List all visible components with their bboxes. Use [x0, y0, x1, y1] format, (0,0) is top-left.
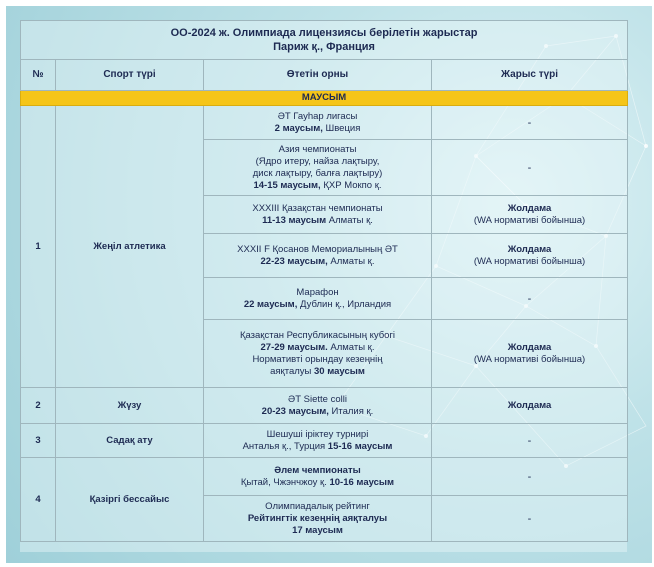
event-detail: Рейтингтік кезеңнің аяқталуы	[247, 512, 388, 524]
event-date: 2 маусым,	[274, 122, 323, 134]
competition-table	[20, 20, 628, 542]
table-row	[21, 106, 628, 140]
event-name: Әлем чемпионаты	[274, 464, 361, 476]
event-name: Азия чемпионаты	[278, 143, 357, 155]
venue-cell	[204, 196, 432, 234]
row-number: 4	[21, 458, 56, 542]
type-cell: -	[432, 140, 628, 196]
event-date: 14-15 маусым,	[253, 179, 321, 191]
type-cell	[432, 320, 628, 388]
event-date: 10-16 маусым	[329, 476, 395, 488]
event-place: Алматы қ.	[327, 341, 375, 353]
venue-cell	[204, 320, 432, 388]
row-number: 3	[21, 424, 56, 458]
venue-cell	[204, 278, 432, 320]
event-date: 22 маусым,	[243, 298, 298, 310]
event-place: ҚХР Мокпо қ.	[320, 179, 382, 191]
event-place: Қытай, Чжэнчжоу қ.	[240, 476, 330, 488]
event-type: Жолдама	[507, 341, 552, 353]
header-venue: Өтетін орны	[204, 60, 432, 91]
sport-name: Жүзу	[56, 388, 204, 424]
event-place: Швеция	[322, 122, 361, 134]
venue-cell	[204, 388, 432, 424]
event-date: 15-16 маусым	[327, 440, 393, 452]
venue-cell	[204, 106, 432, 140]
type-cell	[432, 196, 628, 234]
event-name: Олимпиадалық рейтинг	[265, 500, 370, 512]
event-place: Дублин қ., Ирландия	[297, 298, 392, 310]
type-cell	[432, 234, 628, 278]
title-line-1: ОО-2024 ж. Олимпиада лицензиясы берілетін жарыстар	[170, 27, 478, 39]
event-type: Жолдама	[507, 243, 552, 255]
month-row	[21, 91, 628, 106]
title-row	[21, 21, 628, 60]
event-date: 22-23 маусым,	[260, 255, 328, 267]
type-cell: -	[432, 278, 628, 320]
table-row	[21, 388, 628, 424]
type-cell: -	[432, 106, 628, 140]
event-name: XXXII F Қосанов Мемориалының ӘТ	[237, 243, 398, 255]
event-place: Анталья қ., Турция	[242, 440, 328, 452]
type-cell: -	[432, 458, 628, 496]
venue-cell	[204, 496, 432, 542]
event-date: 11-13 маусым	[262, 214, 327, 226]
event-type-note: (WA нормативі бойынша)	[473, 214, 586, 226]
table-title	[21, 21, 628, 60]
row-number: 1	[21, 106, 56, 388]
type-cell: -	[432, 496, 628, 542]
sport-name: Қазіргі бессайыс	[56, 458, 204, 542]
month-label: МАУСЫМ	[21, 91, 628, 106]
event-place: Алматы қ.	[326, 214, 373, 226]
sport-name: Садақ ату	[56, 424, 204, 458]
venue-cell	[204, 424, 432, 458]
event-type: Жолдама	[507, 202, 552, 214]
event-name: XXXIII Қазақстан чемпионаты	[252, 202, 383, 214]
event-type-note: (WA нормативі бойынша)	[473, 353, 586, 365]
event-detail: Нормативті орындау кезеңнің	[252, 353, 383, 365]
event-name: Қазақстан Республикасының кубогі	[239, 329, 396, 341]
event-detail: аяқталуы	[270, 365, 314, 377]
event-date: 17 маусым	[292, 524, 343, 536]
event-place: Алматы қ.	[327, 255, 375, 267]
header-row	[21, 60, 628, 91]
event-name: ӘТ Гауһар лигасы	[277, 110, 358, 122]
event-name: ӘТ Siette colli	[288, 393, 347, 405]
event-date: 20-23 маусым,	[261, 405, 329, 417]
event-date: 27-29 маусым.	[260, 341, 328, 353]
event-detail: (Ядро итеру, найза лақтыру,	[255, 155, 380, 167]
header-num: №	[21, 60, 56, 91]
event-place: Италия қ.	[328, 405, 374, 417]
event-date: 30 маусым	[314, 365, 365, 377]
row-number: 2	[21, 388, 56, 424]
title-line-2: Париж қ., Франция	[273, 41, 375, 53]
event-name: Марафон	[296, 286, 339, 298]
event-detail: диск лақтыру, балға лақтыру)	[252, 167, 383, 179]
type-cell: -	[432, 424, 628, 458]
header-sport: Спорт түрі	[56, 60, 204, 91]
venue-cell	[204, 458, 432, 496]
header-type: Жарыс түрі	[432, 60, 628, 91]
venue-cell	[204, 140, 432, 196]
event-name: Шешуші іріктеу турнирі	[266, 428, 369, 440]
type-cell: Жолдама	[432, 388, 628, 424]
venue-cell	[204, 234, 432, 278]
sport-name: Жеңіл атлетика	[56, 106, 204, 388]
table-row	[21, 458, 628, 496]
event-type-note: (WA нормативі бойынша)	[473, 255, 586, 267]
table-row	[21, 424, 628, 458]
